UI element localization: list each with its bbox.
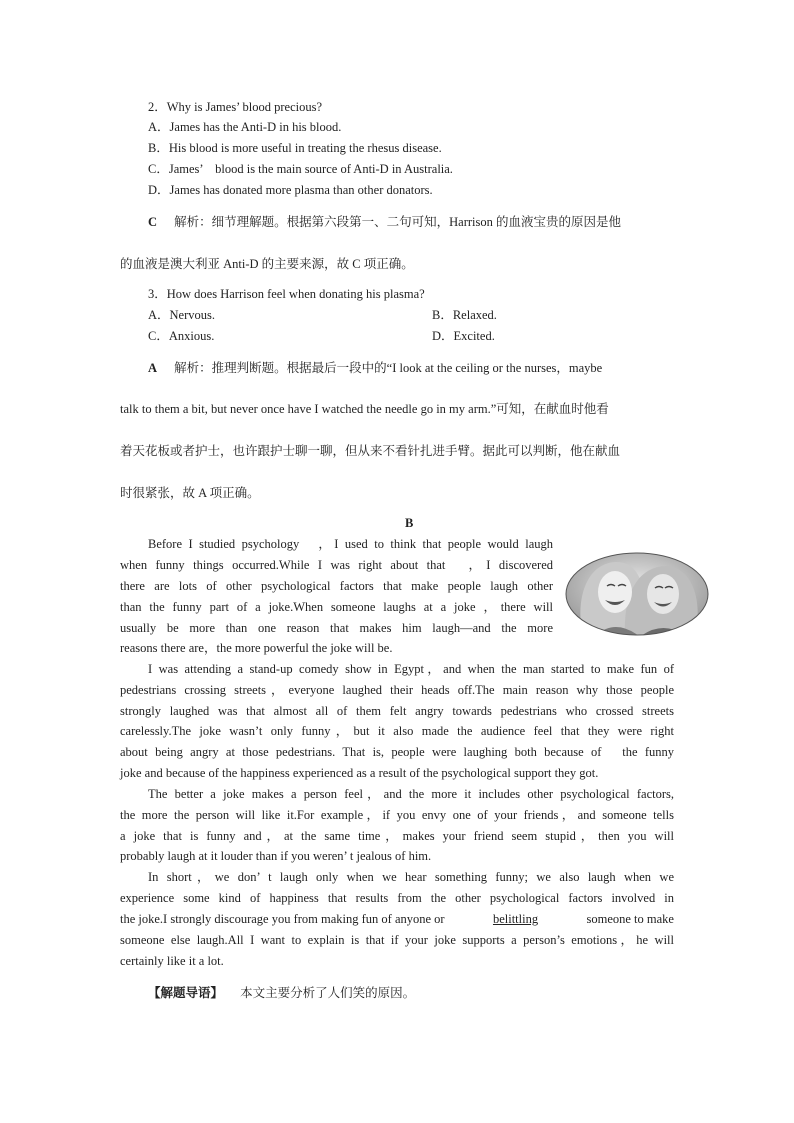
guide-text: 本文主要分析了人们笑的原因。: [240, 986, 416, 1000]
q3-analysis-line4: 时很紧张，故 A 项正确。: [120, 486, 260, 500]
p3-line: a joke that is funny and，at the same time，makes your friend seem stupid，then you will: [120, 829, 674, 843]
p4-line: In short，we don’ t laugh only when we hear something funny; we also laugh when we: [148, 870, 674, 884]
p2-line: joke and because of the happiness experienced as a result of the psychological support they got.: [120, 766, 599, 780]
q2-analysis-line2: 的血液是澳大利亚 Anti-D 的主要来源，故 C 项正确。: [120, 257, 414, 271]
q2-option-d: D．James has donated more plasma than other donators.: [148, 183, 433, 197]
q3-option-b: B．Relaxed.: [432, 308, 497, 322]
p2-line: strongly laughed was that almost all of them felt angry towards pedestrians who crossed streets: [120, 704, 674, 718]
p3-line: The better a joke makes a person feel，and the more it includes other psychological factors,: [148, 787, 674, 801]
q2-analysis-text: 解析：细节理解题。根据第六段第一、二句可知，Harrison 的血液宝贵的原因是他: [174, 215, 622, 229]
p1-line: there are lots of other psychological factors that make people laugh other: [120, 579, 553, 593]
q2-analysis-line1: [148, 214, 621, 230]
q3-analysis-text: 解析：推理判断题。根据最后一段中的“I look at the ceiling or the nurses，maybe: [174, 361, 603, 375]
reading-guide: [148, 985, 415, 1001]
q2-option-a: A．James has the Anti-D in his blood.: [148, 120, 342, 134]
q3-stem: 3．How does Harrison feel when donating his plasma?: [148, 287, 425, 301]
q2-answer: C: [148, 215, 158, 229]
q3-analysis-line1: [148, 360, 602, 376]
p1-line: usually be more than one reason that makes him laugh—and the more: [120, 621, 553, 635]
q3-analysis-line3: 着天花板或者护士，也许跟护士聊一聊，但从来不看针扎进手臂。据此可以判断，他在献血: [120, 444, 621, 458]
p4-line-with-underline: [120, 911, 674, 927]
q3-answer: A: [148, 361, 158, 375]
p1-line: reasons there are，the more powerful the joke will be.: [120, 641, 393, 655]
p2-line: about being angry at those pedestrians. That is, people were laughing both because of the funny: [120, 745, 674, 759]
p3-line: the more the person will like it.For example，if you envy one of your friends，and someone tells: [120, 808, 674, 822]
p4-line: experience some kind of happiness that results from the other psychological factors involved in: [120, 891, 674, 905]
p3-line: probably laugh at it louder than if you weren’ t jealous of him.: [120, 849, 432, 863]
p1-line: Before I studied psychology ，I used to think that people would laugh: [148, 537, 553, 551]
p4-text-before: the joke.I strongly discourage you from making fun of anyone or: [120, 912, 448, 926]
two-girls-laughing-photo: [565, 552, 709, 636]
p4-line: certainly like it a lot.: [120, 954, 224, 968]
p2-line: pedestrians crossing streets，everyone laughed their heads off.The main reason why those people: [120, 683, 674, 697]
p2-line: carelessly.The joke wasn’t only funny，but it also made the audience feel that they were right: [120, 724, 674, 738]
p4-line: someone else laugh.All I want to explain is that if your joke supports a person’s emotions，he will: [120, 933, 674, 947]
q2-option-b: B．His blood is more useful in treating the rhesus disease.: [148, 141, 442, 155]
q3-analysis-line2: talk to them a bit, but never once have I watched the needle go in my arm.”可知，在献血时他看: [120, 402, 609, 416]
p2-line: I was attending a stand-up comedy show in Egypt，and when the man started to make fun of: [148, 662, 674, 676]
p1-line: than the funny part of a joke.When someone laughs at a joke ，there will: [120, 600, 553, 614]
p1-line: when funny things occurred.While I was right about that ，I discovered: [120, 558, 553, 572]
q2-option-c: C．James’ blood is the main source of Anti-D in Australia.: [148, 162, 453, 176]
q3-option-a: A．Nervous.: [148, 308, 216, 322]
guide-label: 【解题导语】: [148, 986, 224, 1000]
p4-text-after: someone to make: [583, 912, 674, 926]
q3-option-c: C．Anxious.: [148, 329, 215, 343]
q3-option-d: D．Excited.: [432, 329, 495, 343]
underlined-word-belittling: belittling: [492, 912, 539, 926]
q2-stem: 2．Why is James’ blood precious?: [148, 100, 323, 114]
section-b-heading: B: [405, 516, 414, 530]
